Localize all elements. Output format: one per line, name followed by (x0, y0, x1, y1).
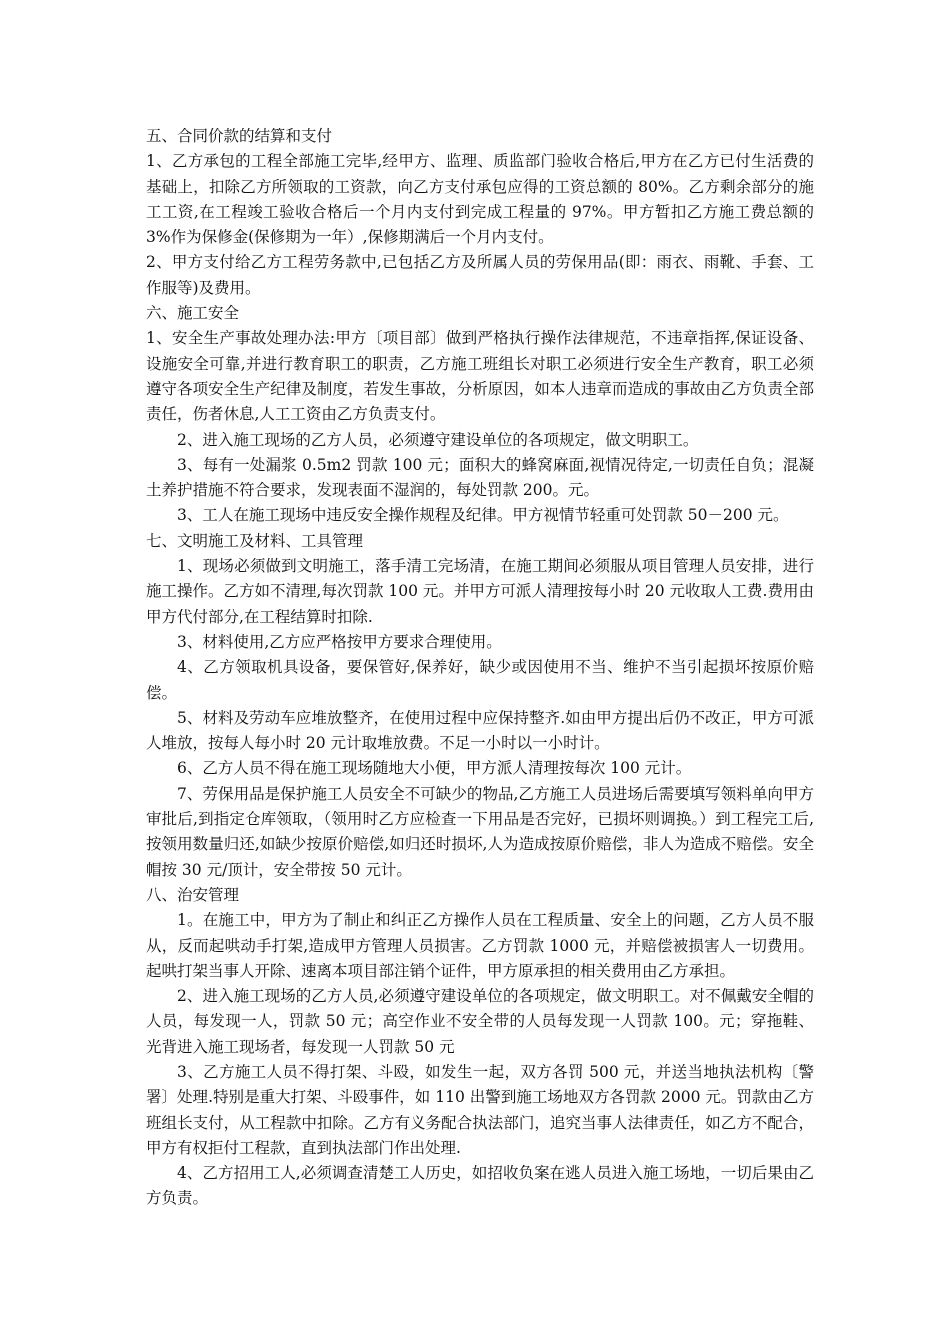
paragraph: 6、乙方人员不得在施工现场随地大小便，甲方派人清理按每次 100 元计。 (177, 759, 692, 778)
paragraph: 4、乙方领取机具设备，要保管好,保养好，缺少或因使用不当、维护不当引起损坏按原价赔偿。 (146, 658, 814, 702)
paragraph: 1、安全生产事故处理办法:甲方〔项目部〕做到严格执行操作法律规范，不违章指挥,保证设备、设施安全可靠,并进行教育职工的职责，乙方施工班组长对职工必须进行安全生产教育，职工必须遵守各项安全生产纪律及制度，若发生事故，分析原因，如本人违章而造成的事故由乙方负责全部责任，伤者休息,人工工资由乙方负责支付。 (146, 329, 814, 424)
section-heading-civilized-construction: 七、文明施工及材料、工具管理 (146, 531, 364, 550)
paragraph: 5、材料及劳动车应堆放整齐，在使用过程中应保持整齐.如由甲方提出后仍不改正，甲方可派人堆放，按每人每小时 20 元计取堆放费。不足一小时以一小时计。 (146, 708, 814, 753)
paragraph: 1、现场必须做到文明施工，落手清工完场清，在施工期间必须服从项目管理人员安排，进行施工操作。乙方如不清理,每次罚款 100 元。并甲方可派人清理按每小时 20 元收取人工费.费用由甲方代付部分,在工程结算时扣除. (146, 557, 814, 626)
paragraph: 3、每有一处漏浆 0.5m2 罚款 100 元；面积大的蜂窝麻面,视情况待定,一切责任自负；混凝土养护措施不符合要求，发现表面不湿润的，每处罚款 200。元。 (146, 455, 814, 500)
section-heading-security: 八、治安管理 (146, 885, 240, 904)
paragraph: 4、乙方招用工人,必须调查清楚工人历史，如招收负案在逃人员进入施工场地，一切后果由乙方负责。 (146, 1164, 814, 1208)
section-heading-payment: 五、合同价款的结算和支付 (146, 127, 333, 145)
paragraph: 2、进入施工现场的乙方人员,必须遵守建设单位的各项规定，做文明职工。对不佩戴安全帽的人员，每发现一人，罚款 50 元；高空作业不安全带的人员每发现一人罚款 100。元；穿拖鞋、光背进入施工现场者，每发现一人罚款 50 元 (146, 987, 814, 1056)
paragraph: 3、乙方施工人员不得打架、斗殴，如发生一起，双方各罚 500 元，并送当地执法机构〔警署〕处理.特别是重大打架、斗殴事件，如 110 出警到施工场地双方各罚款 2000 元。罚款由乙方班组长支付，从工程款中扣除。乙方有义务配合执法部门，追究当事人法律责任，如乙方不配合，甲方有权拒付工程款，直到执法部门作出处理. (146, 1062, 814, 1157)
paragraph: 7、劳保用品是保护施工人员安全不可缺少的物品,乙方施工人员进场后需要填写领料单向甲方审批后,到指定仓库领取，（领用时乙方应检查一下用品是否完好，已损坏则调换。）到工程完工后,按领用数量归还,如缺少按原价赔偿,如归还时损坏,人为造成按原价赔偿，非人为造成不赔偿。安全帽按 30 元/顶计，安全带按 50 元计。 (146, 784, 814, 879)
paragraph: 1。在施工中，甲方为了制止和纠正乙方操作人员在工程质量、安全上的问题，乙方人员不服从，反而起哄动手打架,造成甲方管理人员损害。乙方罚款 1000 元，并赔偿被损害人一切费用。起哄打架当事人开除、速离本项目部注销个证件，甲方原承担的相关费用由乙方承担。 (146, 911, 814, 980)
paragraph: 2、甲方支付给乙方工程劳务款中,已包括乙方及所属人员的劳保用品(即：雨衣、雨靴、手套、工作服等)及费用。 (146, 253, 814, 297)
document-body (146, 124, 814, 1212)
paragraph: 2、进入施工现场的乙方人员，必须遵守建设单位的各项规定，做文明职工。 (177, 430, 699, 449)
paragraph: 1、乙方承包的工程全部施工完毕,经甲方、监理、质监部门验收合格后,甲方在乙方已付生活费的基础上，扣除乙方所领取的工资款，向乙方支付承包应得的工资总额的 80%。乙方剩余部分的施工工资,在工程竣工验收合格后一个月内支付到完成工程量的 97%。甲方暂扣乙方施工费总额的 3%作为保修金(保修期为一年）,保修期满后一个月内支付。 (146, 152, 814, 247)
paragraph: 3、材料使用,乙方应严格按甲方要求合理使用。 (177, 632, 502, 651)
paragraph: 3、工人在施工现场中违反安全操作规程及纪律。甲方视情节轻重可处罚款 50－200 元。 (177, 506, 789, 525)
section-heading-safety: 六、施工安全 (146, 304, 240, 323)
